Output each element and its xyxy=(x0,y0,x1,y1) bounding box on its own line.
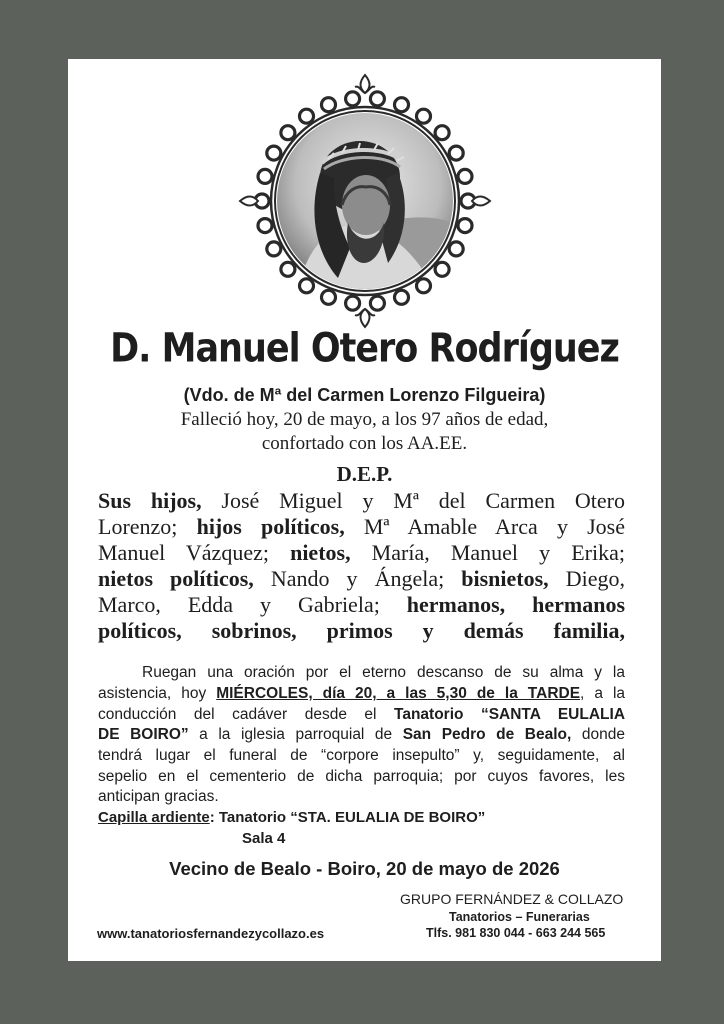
scallop-ornament xyxy=(395,98,409,112)
scallop-ornament xyxy=(346,296,360,310)
request-line-2 xyxy=(98,684,625,705)
scallop-ornament xyxy=(267,242,281,256)
phone-numbers: Tlfs. 981 830 044 - 663 244 565 xyxy=(426,926,606,940)
scallop-ornament xyxy=(281,262,295,276)
scallop-ornament xyxy=(370,296,384,310)
other-family-label: políticos, sobrinos, primos y demás familia, xyxy=(98,618,625,643)
rest-in-peace: D.E.P. xyxy=(336,462,393,486)
company-name: GRUPO FERNÁNDEZ & COLLAZO xyxy=(400,891,624,907)
family-line-1 xyxy=(98,488,625,514)
scallop-ornament xyxy=(417,279,431,293)
grandchildren-in-law-names: Nando y Ángela; xyxy=(253,566,445,591)
request-text: a la iglesia parroquial de xyxy=(188,726,393,743)
death-notice-line-2: confortado con los AA.EE. xyxy=(261,433,468,454)
siblings-label: hermanos, hermanos xyxy=(406,592,626,617)
children-names: José Miguel y Mª del Carmen Otero xyxy=(201,488,625,513)
place-and-date: Vecino de Bealo - Boiro, 20 de mayo de 2026 xyxy=(169,858,560,879)
request-text: , a la xyxy=(580,685,626,702)
scallop-ornament xyxy=(322,98,336,112)
company-subtitle: Tanatorios – Funerarias xyxy=(449,910,590,924)
family-line-4 xyxy=(98,566,625,592)
scallop-ornament xyxy=(458,169,472,183)
scallop-ornament xyxy=(322,290,336,304)
family-line-3 xyxy=(98,540,625,566)
children-names-cont: Lorenzo; xyxy=(98,514,178,539)
request-line-7: anticipan gracias. xyxy=(98,788,219,805)
scallop-ornament xyxy=(258,219,272,233)
chapel-value: Tanatorio “STA. EULALIA DE BOIRO” xyxy=(218,809,486,826)
family-line-6 xyxy=(98,618,625,644)
grandchildren-in-law-label: nietos políticos, xyxy=(98,566,254,591)
scallop-ornament xyxy=(435,262,449,276)
death-notice-line-1: Falleció hoy, 20 de mayo, a los 97 años de edad, xyxy=(180,409,549,430)
scallop-ornament xyxy=(300,279,314,293)
request-line-3 xyxy=(98,705,625,726)
request-line-5: tendrá lugar el funeral de “corpore insepulto” y, seguidamente, al xyxy=(98,747,625,764)
chapel-line xyxy=(98,809,485,826)
children-in-law-label: hijos políticos, xyxy=(196,514,345,539)
website-link[interactable]: www.tanatoriosfernandezycollazo.es xyxy=(97,926,325,941)
scallop-ornament xyxy=(435,126,449,140)
great-grandchildren-cont: Marco, Edda y Gabriela; xyxy=(98,592,380,617)
service-date-time: MIÉRCOLES, día 20, a las 5,30 de la TARDE xyxy=(216,685,581,702)
scallop-ornament xyxy=(417,109,431,123)
scallop-ornament xyxy=(300,109,314,123)
scallop-ornament xyxy=(449,146,463,160)
family-line-2 xyxy=(98,514,625,540)
chapel-colon: : xyxy=(209,809,215,826)
funeral-home-name: Tanatorio “SANTA EULALIA xyxy=(394,706,626,723)
scallop-ornament xyxy=(458,219,472,233)
great-grandchildren-names: Diego, xyxy=(548,566,625,591)
request-text: donde xyxy=(571,726,625,743)
scallop-ornament xyxy=(346,92,360,106)
chapel-room: Sala 4 xyxy=(242,830,286,847)
church-name: San Pedro de Bealo, xyxy=(402,726,572,743)
obituary-sheet xyxy=(68,59,661,961)
widower-of: (Vdo. de Mª del Carmen Lorenzo Filgueira) xyxy=(183,385,546,405)
children-label: Sus hijos, xyxy=(98,488,202,513)
scallop-ornament xyxy=(449,242,463,256)
request-line-6: sepelio en el cementerio de dicha parroquia; por cuyos favores, les xyxy=(98,768,625,785)
deceased-name: D. Manuel Otero Rodríguez xyxy=(110,326,619,372)
funeral-home-name-cont: DE BOIRO” xyxy=(98,726,189,743)
children-in-law-cont: Manuel Vázquez; xyxy=(98,540,269,565)
scallop-ornament xyxy=(370,92,384,106)
christ-portrait-emblem xyxy=(238,73,492,329)
grandchildren-names: María, Manuel y Erika; xyxy=(350,540,625,565)
family-line-5 xyxy=(98,592,625,618)
chapel-label: Capilla ardiente xyxy=(98,809,210,826)
scallop-ornament xyxy=(267,146,281,160)
request-text: conducción del cadáver desde el xyxy=(98,706,377,723)
request-line-4 xyxy=(98,725,625,746)
grandchildren-label: nietos, xyxy=(290,540,351,565)
request-text: asistencia, hoy xyxy=(98,685,207,702)
children-in-law-names: Mª Amable Arca y José xyxy=(344,514,625,539)
great-grandchildren-label: bisnietos, xyxy=(461,566,549,591)
scallop-ornament xyxy=(258,169,272,183)
request-line-1: Ruegan una oración por el eterno descanso de su alma y la xyxy=(142,664,625,681)
scallop-ornament xyxy=(395,290,409,304)
scallop-ornament xyxy=(281,126,295,140)
